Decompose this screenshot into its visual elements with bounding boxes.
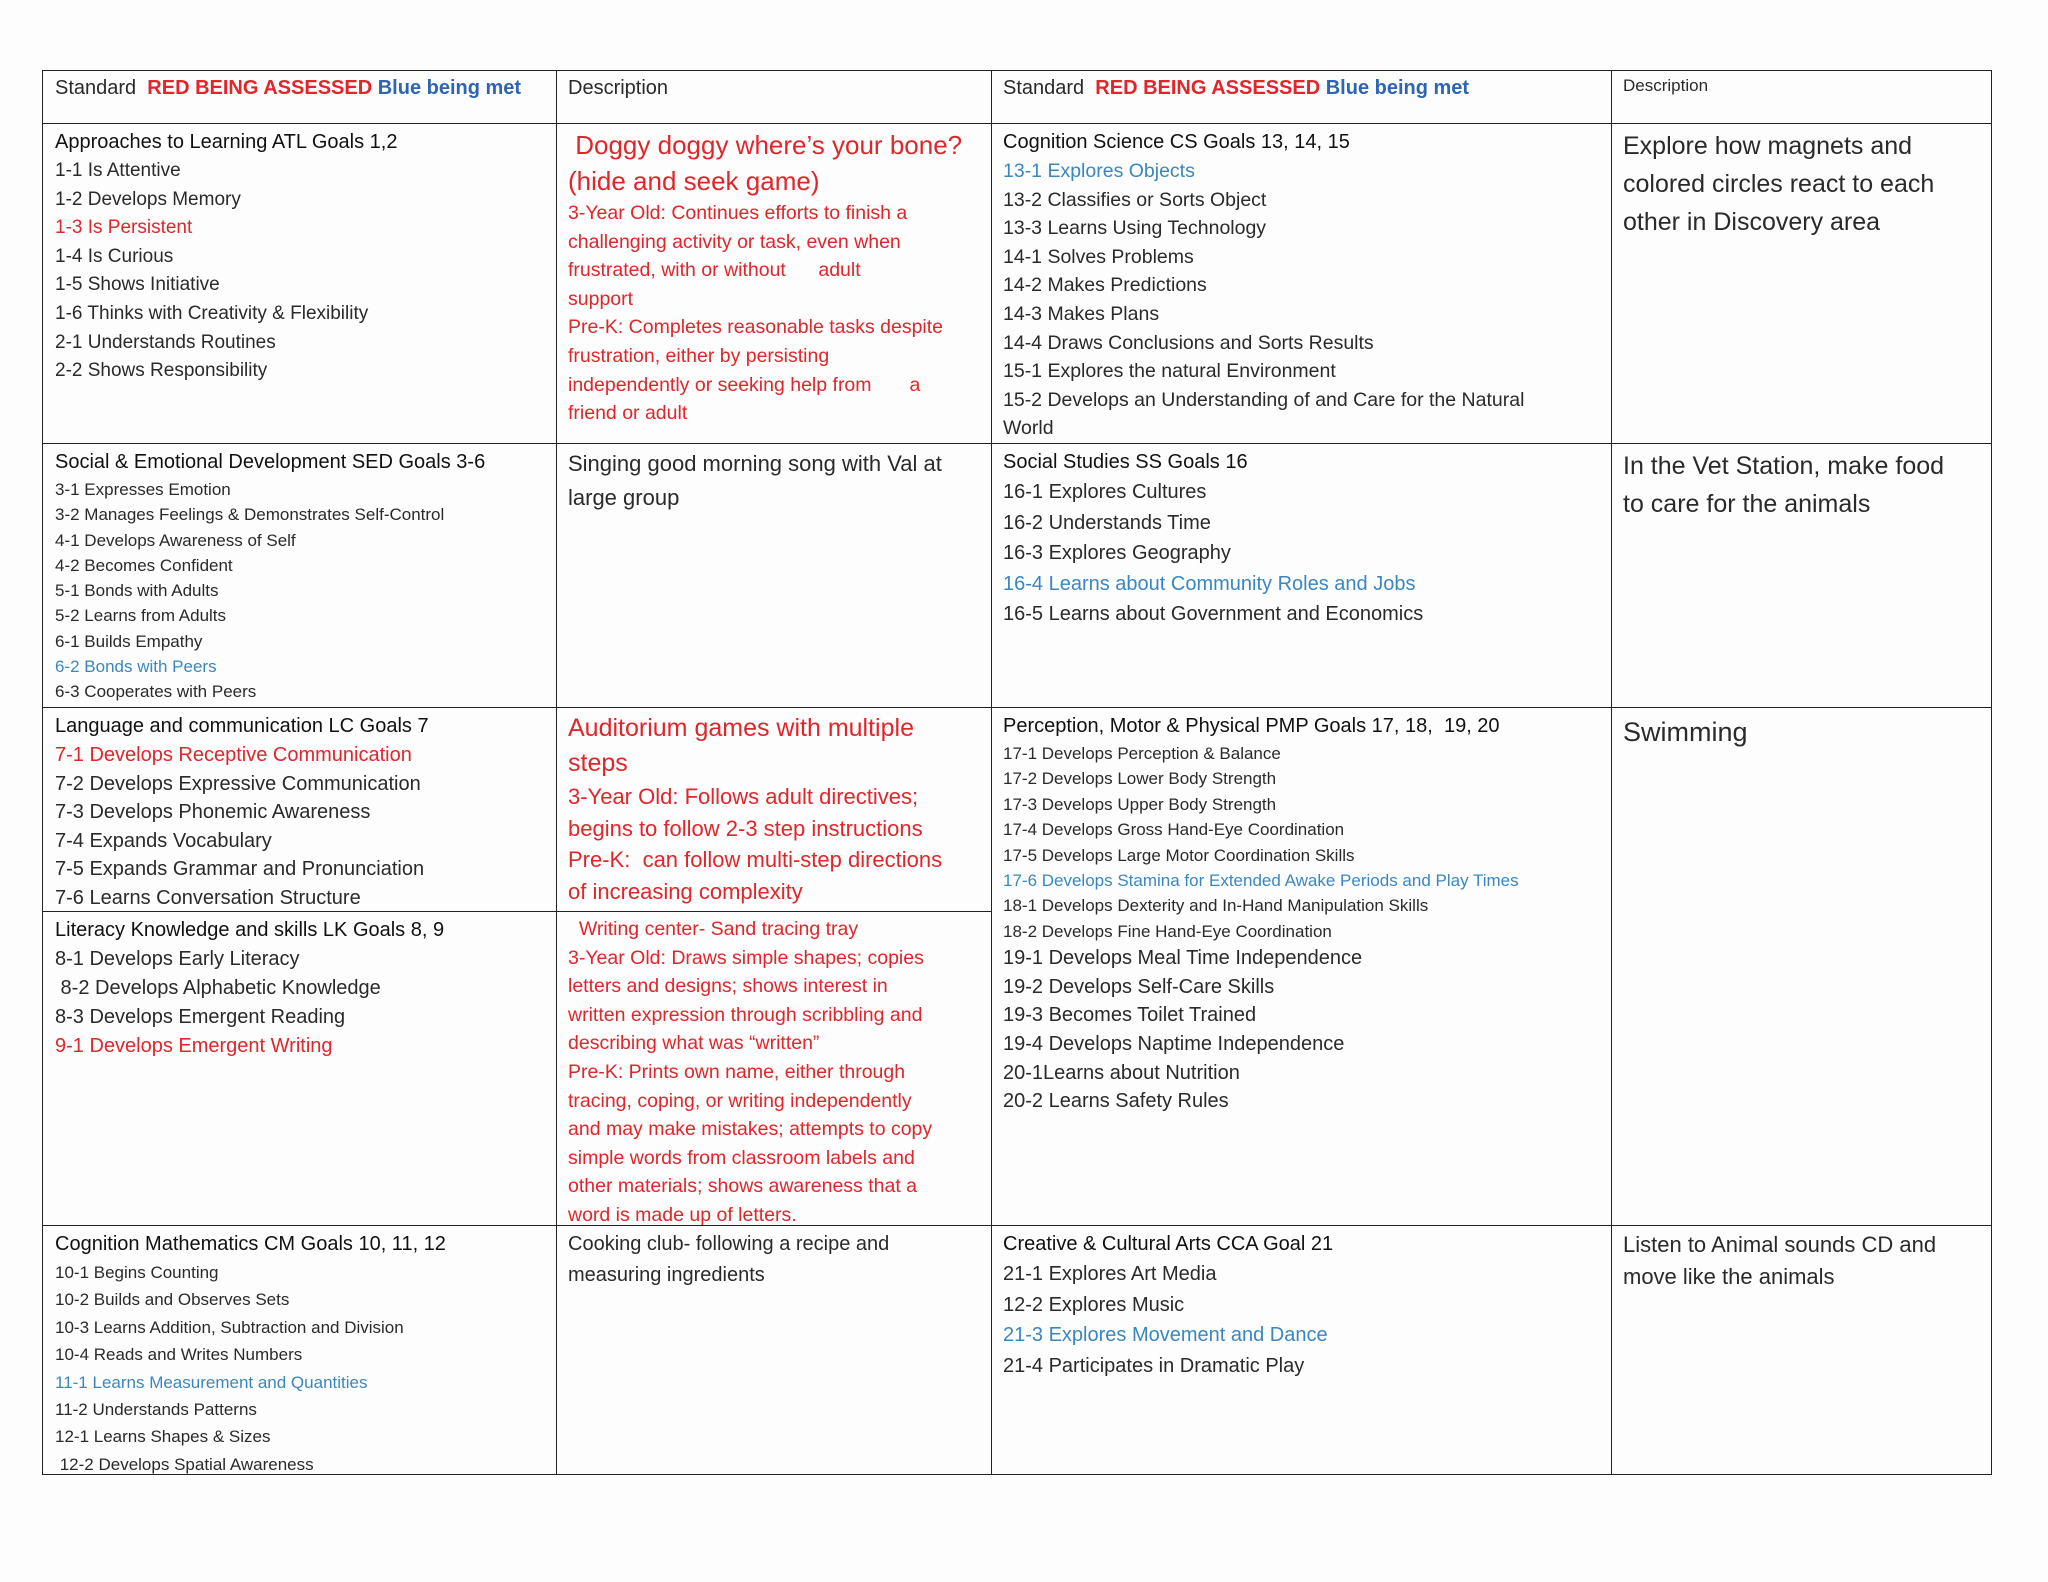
description-line: word is made up of letters. <box>568 1203 797 1225</box>
standard-item: 19-1 Develops Meal Time Independence <box>1003 947 1363 970</box>
standard-item: 1-3 Is Persistent <box>55 217 193 239</box>
standard-item: 19-3 Becomes Toilet Trained <box>1003 1004 1257 1027</box>
standard-item: 12-2 Develops Spatial Awareness <box>55 1454 314 1474</box>
description-line: support <box>568 287 634 310</box>
standard-item: 18-1 Develops Dexterity and In-Hand Manipulation Skills <box>1003 896 1429 916</box>
standard-item: 8-3 Develops Emergent Reading <box>55 1006 346 1028</box>
standard-item: 1-4 Is Curious <box>55 245 174 267</box>
standard-item: 1-6 Thinks with Creativity & Flexibility <box>55 302 369 324</box>
description-line: letters and designs; shows interest in <box>568 975 888 998</box>
row3-lc-description-cell <box>556 707 991 911</box>
standard-title: Literacy Knowledge and skills LK Goals 8, 9 <box>55 919 445 941</box>
standard-item: 7-5 Expands Grammar and Pronunciation <box>55 858 425 881</box>
standard-item: 21-3 Explores Movement and Dance <box>1003 1324 1328 1347</box>
header-assessed-legend: RED BEING ASSESSED <box>147 77 373 99</box>
header-met-legend: Blue being met <box>1325 77 1470 99</box>
description-line: move like the animals <box>1623 1264 1835 1289</box>
row3-lk-standard-cell <box>43 911 556 1225</box>
description-line: In the Vet Station, make food <box>1623 452 1945 480</box>
standard-title: Perception, Motor & Physical PMP Goals 17, 18, 19, 20 <box>1003 715 1500 737</box>
standard-item: 16-1 Explores Cultures <box>1003 481 1207 503</box>
description-line: colored circles react to each <box>1623 170 1935 198</box>
standard-item: 6-3 Cooperates with Peers <box>55 682 257 702</box>
standard-item: 16-5 Learns about Government and Economics <box>1003 603 1424 626</box>
header-description-label: Description <box>1623 76 1709 95</box>
row2-right-description-cell <box>1611 443 1991 707</box>
description-line: Singing good morning song with Val at <box>568 451 942 476</box>
description-line: frustration, either by persisting <box>568 344 830 367</box>
standard-item: 8-1 Develops Early Literacy <box>55 948 300 970</box>
row3-right-standard-cell <box>991 707 1611 1225</box>
standard-item: 17-3 Develops Upper Body Strength <box>1003 794 1277 814</box>
row2-left-description-cell <box>556 443 991 707</box>
standard-item: 1-5 Shows Initiative <box>55 274 220 296</box>
row4-left-description-cell <box>556 1225 991 1474</box>
standard-item: 8-2 Develops Alphabetic Knowledge <box>55 977 381 999</box>
standard-item: 7-3 Develops Phonemic Awareness <box>55 801 371 824</box>
row4-right-description-cell <box>1611 1225 1991 1474</box>
standard-item: 10-4 Reads and Writes Numbers <box>55 1345 303 1365</box>
standard-item: 14-3 Makes Plans <box>1003 302 1160 325</box>
description-line: Listen to Animal sounds CD and <box>1623 1232 1937 1257</box>
description-line: written expression through scribbling and <box>568 1003 923 1026</box>
header-assessed-legend: RED BEING ASSESSED <box>1095 77 1321 99</box>
standard-title: Social Studies SS Goals 16 <box>1003 451 1248 473</box>
row4-right-standard-cell <box>991 1225 1611 1474</box>
standard-item: 19-4 Develops Naptime Independence <box>1003 1033 1345 1056</box>
standard-title: Approaches to Learning ATL Goals 1,2 <box>55 131 398 153</box>
description-line: other materials; shows awareness that a <box>568 1175 918 1198</box>
description-line: large group <box>568 485 680 510</box>
description-line: 3-Year Old: Draws simple shapes; copies <box>568 946 924 969</box>
standard-item: 14-4 Draws Conclusions and Sorts Results <box>1003 331 1374 354</box>
description-line: of increasing complexity <box>568 878 803 904</box>
header-standard-cell <box>991 71 1611 123</box>
row3-lk-description-cell <box>556 911 991 1225</box>
standard-item: 12-1 Learns Shapes & Sizes <box>55 1427 271 1447</box>
description-line: challenging activity or task, even when <box>568 230 901 253</box>
standard-item: 14-1 Solves Problems <box>1003 245 1194 268</box>
row1-left-standard-cell <box>43 123 556 443</box>
standard-item: 11-2 Understands Patterns <box>55 1400 257 1420</box>
standard-item: 16-3 Explores Geography <box>1003 542 1231 565</box>
description-line: Pre-K: can follow multi-step directions <box>568 847 943 872</box>
standard-item: 1-2 Develops Memory <box>55 188 241 210</box>
standard-item: World <box>1003 417 1054 440</box>
description-line: simple words from classroom labels and <box>568 1146 915 1169</box>
description-line: frustrated, with or without adult <box>568 259 861 282</box>
row1-right-description-cell <box>1611 123 1991 443</box>
standard-item: 6-1 Builds Empathy <box>55 631 203 651</box>
standard-item: 16-4 Learns about Community Roles and Jobs <box>1003 572 1416 595</box>
standard-item: 4-2 Becomes Confident <box>55 555 233 575</box>
description-line: independently or seeking help from a <box>568 373 921 396</box>
standard-item: 7-2 Develops Expressive Communication <box>55 772 421 795</box>
standard-item: 18-2 Develops Fine Hand-Eye Coordination <box>1003 921 1332 941</box>
standard-item: 2-2 Shows Responsibility <box>55 360 268 382</box>
description-line: Writing center- Sand tracing tray <box>568 918 859 940</box>
row1-right-standard-cell <box>991 123 1611 443</box>
standard-item: 10-2 Builds and Observes Sets <box>55 1290 290 1310</box>
description-line: other in Discovery area <box>1623 208 1881 236</box>
standard-item: 5-1 Bonds with Adults <box>55 581 219 601</box>
standard-title: Social & Emotional Development SED Goals 3-6 <box>55 451 486 473</box>
description-line: (hide and seek game) <box>568 166 820 196</box>
standard-item: 7-4 Expands Vocabulary <box>55 829 272 852</box>
standard-item: 7-1 Develops Receptive Communication <box>55 744 412 766</box>
standard-item: 15-1 Explores the natural Environment <box>1003 360 1336 383</box>
description-line: Doggy doggy where’s your bone? <box>568 130 963 160</box>
description-line: Pre-K: Completes reasonable tasks despite <box>568 316 944 339</box>
standard-item: 20-2 Learns Safety Rules <box>1003 1090 1229 1113</box>
standard-item: 15-2 Develops an Understanding of and Care for the Natural <box>1003 388 1525 411</box>
description-line: begins to follow 2-3 step instructions <box>568 815 923 841</box>
row2-left-standard-cell <box>43 443 556 707</box>
standard-item: 3-1 Expresses Emotion <box>55 480 231 499</box>
standard-item: 17-6 Develops Stamina for Extended Awake Periods and Play Times <box>1003 871 1519 891</box>
standard-item: 10-1 Begins Counting <box>55 1263 219 1282</box>
description-line: describing what was “written” <box>568 1032 820 1055</box>
row1-left-description-cell <box>556 123 991 443</box>
header-standard-label: Standard <box>1003 77 1085 99</box>
standard-item: 1-1 Is Attentive <box>55 160 181 181</box>
row4-left-standard-cell <box>43 1225 556 1474</box>
standard-item: 17-2 Develops Lower Body Strength <box>1003 769 1277 789</box>
standard-item: 3-2 Manages Feelings & Demonstrates Self-Control <box>55 505 445 525</box>
standard-item: 17-5 Develops Large Motor Coordination Skills <box>1003 845 1355 865</box>
standard-item: 13-2 Classifies or Sorts Object <box>1003 188 1267 211</box>
standard-item: 11-1 Learns Measurement and Quantities <box>55 1372 368 1392</box>
description-line: steps <box>568 749 628 777</box>
description-line: Explore how magnets and <box>1623 132 1913 160</box>
standard-item: 7-6 Learns Conversation Structure <box>55 886 361 909</box>
header-description-label: Description <box>568 77 669 99</box>
header-met-legend: Blue being met <box>377 77 522 99</box>
row3-lc-standard-cell <box>43 707 556 911</box>
standard-title: Cognition Science CS Goals 13, 14, 15 <box>1003 131 1350 153</box>
description-line: to care for the animals <box>1623 490 1871 518</box>
description-line: 3-Year Old: Continues efforts to finish a <box>568 202 908 224</box>
standard-item: 13-3 Learns Using Technology <box>1003 217 1267 240</box>
description-line: Pre-K: Prints own name, either through <box>568 1060 906 1083</box>
description-line: measuring ingredients <box>568 1263 765 1286</box>
standard-item: 16-2 Understands Time <box>1003 511 1211 534</box>
header-description-cell <box>556 71 991 123</box>
header-standard-cell <box>43 71 556 123</box>
standard-item: 5-2 Learns from Adults <box>55 606 227 626</box>
description-line: friend or adult <box>568 402 688 425</box>
description-line: Cooking club- following a recipe and <box>568 1233 890 1255</box>
standards-table <box>42 70 1992 1475</box>
description-line: Auditorium games with multiple <box>568 714 914 742</box>
standard-item: 12-2 Explores Music <box>1003 1293 1185 1316</box>
standard-item: 19-2 Develops Self-Care Skills <box>1003 975 1275 998</box>
standard-item: 13-1 Explores Objects <box>1003 160 1195 182</box>
standard-item: 21-1 Explores Art Media <box>1003 1263 1217 1285</box>
standard-item: 20-1Learns about Nutrition <box>1003 1061 1240 1084</box>
standard-item: 14-2 Makes Predictions <box>1003 274 1207 297</box>
row3-right-description-cell <box>1611 707 1991 1225</box>
header-standard-label: Standard <box>55 77 137 99</box>
standard-item: 21-4 Participates in Dramatic Play <box>1003 1354 1305 1377</box>
standard-item: 4-1 Develops Awareness of Self <box>55 530 296 550</box>
standard-title: Cognition Mathematics CM Goals 10, 11, 12 <box>55 1233 446 1255</box>
standard-item: 10-3 Learns Addition, Subtraction and Division <box>55 1317 404 1337</box>
description-line: 3-Year Old: Follows adult directives; <box>568 784 919 809</box>
standard-item: 17-1 Develops Perception & Balance <box>1003 744 1281 763</box>
standard-item: 9-1 Develops Emergent Writing <box>55 1035 333 1057</box>
standard-title: Creative & Cultural Arts CCA Goal 21 <box>1003 1233 1334 1255</box>
standard-title: Language and communication LC Goals 7 <box>55 715 429 737</box>
description-line: Swimming <box>1623 717 1748 747</box>
row2-right-standard-cell <box>991 443 1611 707</box>
description-line: and may make mistakes; attempts to copy <box>568 1118 933 1141</box>
standard-item: 17-4 Develops Gross Hand-Eye Coordination <box>1003 820 1345 840</box>
description-line: tracing, coping, or writing independently <box>568 1089 912 1112</box>
standard-item: 2-1 Understands Routines <box>55 331 276 353</box>
header-description-cell <box>1611 71 1991 123</box>
standard-item: 6-2 Bonds with Peers <box>55 657 217 677</box>
